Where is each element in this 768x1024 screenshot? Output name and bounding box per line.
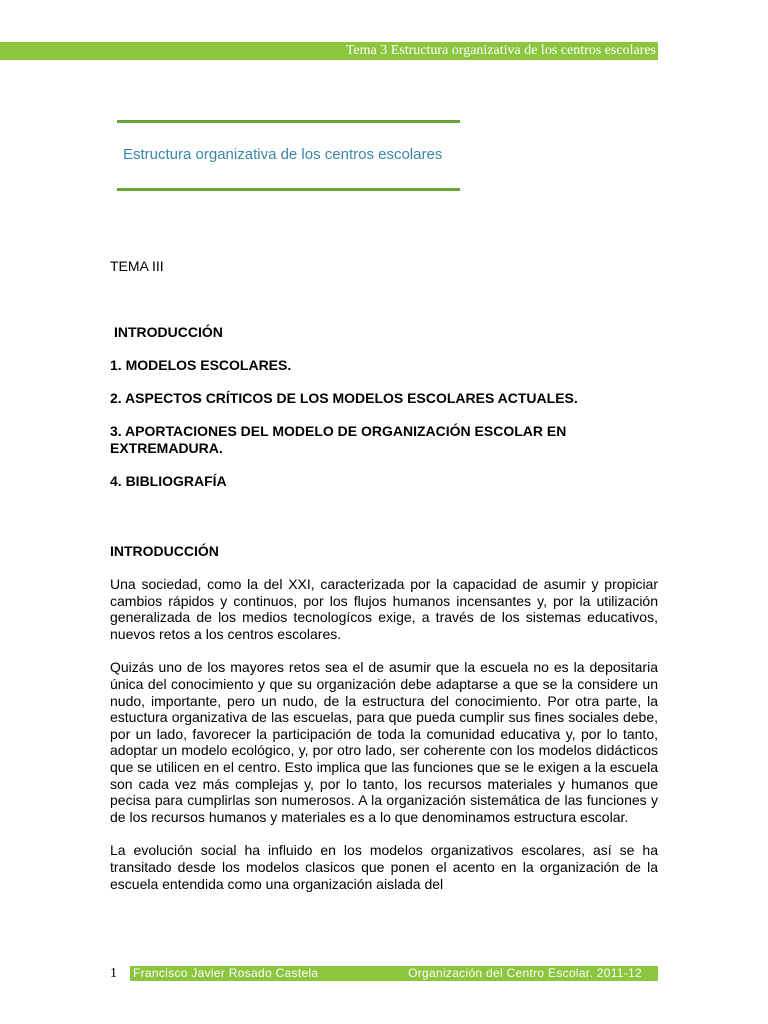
paragraph: Quizás uno de los mayores retos sea el de asumir que la escuela no es la depositaria única del conocimiento y que su organización debe adaptarse a que se la considere un nudo, importante, pero un nudo, de la estructura del conocimiento. Por otra parte, la estuctura organizativa de las escuelas, para que pueda cumplir sus fines sociales debe, por un lado, favorecer la participación de toda la comunidad educativa y, por lo tanto, adoptar un modelo ecológico, y, por otro lado, ser coherente con los modelos didácticos que se utilicen en el centro. Esto implica que las funciones que se le exigen a la escuela son cada vez más complejas y, por lo tanto, los recursos materiales y humanos que pecisa para cumplirlas son numerosos. A la organización sistemática de las funciones y de los recursos humanos y materiales es a lo que denominamos estructura escolar. <box>110 659 658 825</box>
tema-label: TEMA III <box>110 258 164 274</box>
section-heading: INTRODUCCIÓN <box>110 543 219 559</box>
footer-bar <box>130 966 658 981</box>
footer-course: Organización del Centro Escolar. 2011-12 <box>408 966 642 980</box>
toc-item-aspectos: 2. ASPECTOS CRÍTICOS DE LOS MODELOS ESCOLARES ACTUALES. <box>110 390 578 406</box>
toc-item-aportaciones: 3. APORTACIONES DEL MODELO DE ORGANIZACIÓN ESCOLAR EN EXTREMADURA. <box>110 423 567 456</box>
header-bar <box>0 42 658 60</box>
table-of-contents <box>110 324 658 506</box>
toc-item-bibliografia: 4. BIBLIOGRAFÍA <box>110 473 227 489</box>
body-text <box>110 576 658 909</box>
toc-item-modelos: 1. MODELOS ESCOLARES. <box>110 357 292 373</box>
footer-author: Francisco Javier Rosado Castela <box>133 966 319 980</box>
page-number: 1 <box>110 966 117 981</box>
toc-item-introduccion: INTRODUCCIÓN <box>114 324 223 340</box>
document-title: Estructura organizativa de los centros escolares <box>123 146 443 163</box>
running-header-title: Tema 3 Estructura organizativa de los centros escolares <box>345 43 656 58</box>
paragraph: Una sociedad, como la del XXI, caracterizada por la capacidad de asumir y propiciar cambios rápidos y continuos, por los flujos humanos incensantes y, por la utilización generalizada de los medios tecnologícos exige, a través de los sistemas educativos, nuevos retos a los centros escolares. <box>110 576 658 642</box>
title-rule-bottom <box>117 188 460 191</box>
paragraph: La evolución social ha influido en los modelos organizativos escolares, así se ha transitado desde los modelos clasicos que ponen el acento en la organización de la escuela entendida como una organización aislada del <box>110 842 658 892</box>
title-rule-top <box>117 120 460 123</box>
